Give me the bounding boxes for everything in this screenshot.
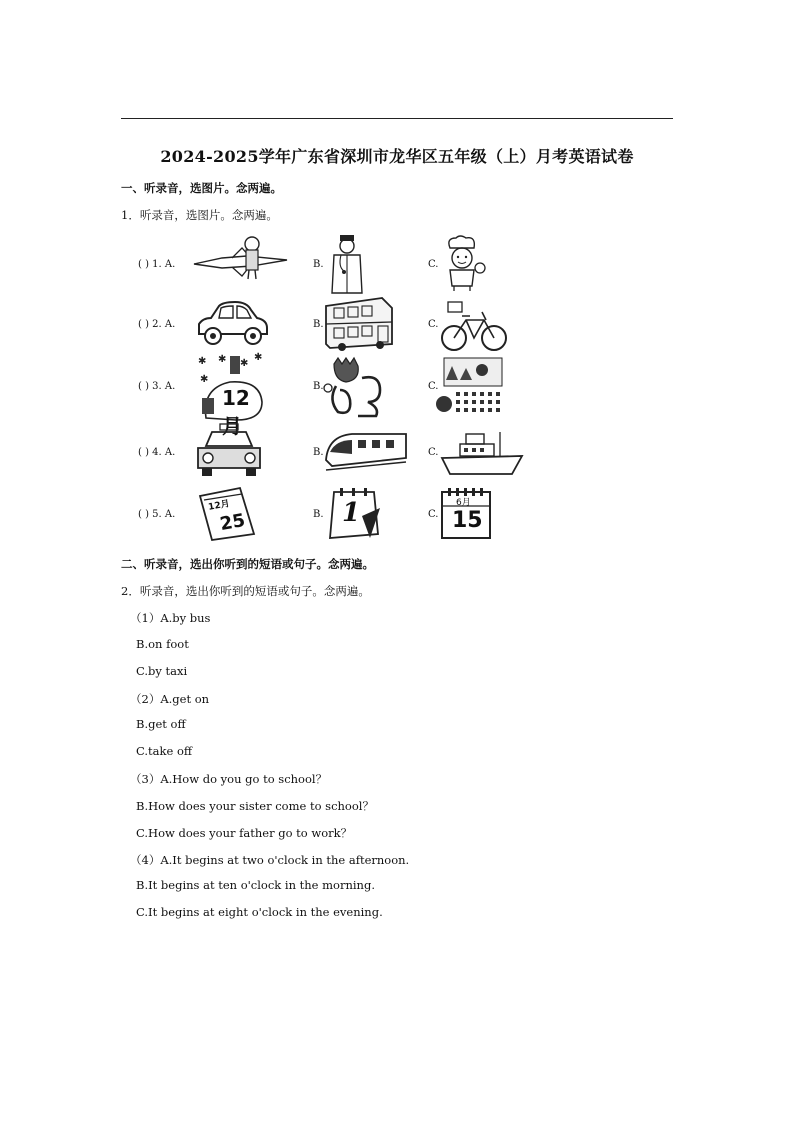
row5-label: ( ) 5. A. [138, 509, 176, 520]
header-rule [121, 118, 673, 119]
row3-label: ( ) 3. A. [138, 381, 176, 392]
row4-b-label: B. [313, 447, 324, 458]
page-title: 2024-2025学年广东省深圳市龙华区五年级（上）月考英语试卷 [160, 147, 634, 166]
row1-c-label: C. [428, 259, 439, 270]
row5-c-label: C. [428, 509, 439, 520]
calendar-c-day: 15 [452, 508, 483, 533]
q2-1-option-a: （1）A.by bus [130, 611, 211, 625]
row3-c-label: C. [428, 381, 439, 392]
train-image [322, 430, 410, 474]
q2-2-option-c: C.take off [136, 744, 193, 758]
q2-4-option-a: （4）A.It begins at two o'clock in the afternoon. [130, 853, 410, 867]
row3-b-label: B. [313, 381, 324, 392]
row4-label: ( ) 4. A. [138, 447, 176, 458]
calendar-c-month: 6月 [456, 498, 471, 508]
row4-c-label: C. [428, 447, 439, 458]
q2-3-option-b: B.How does your sister come to school？ [136, 799, 374, 813]
calendar-a-day: 25 [218, 509, 247, 536]
q2-3-option-c: C.How does your father go to work？ [136, 826, 353, 840]
car-image [195, 298, 271, 348]
calendar-1-image [326, 486, 382, 542]
calendar-a-month: 12月 [207, 499, 231, 513]
pilot-with-jet-image [192, 234, 292, 280]
calendar-scene-image [436, 356, 506, 422]
monkey-balloons-image [318, 356, 390, 418]
doctor-image [326, 233, 368, 295]
q2-2-option-b: B.get off [136, 717, 186, 731]
row5-b-label: B. [313, 509, 324, 520]
bicycle-image [440, 298, 510, 354]
december-label: 12月 [222, 386, 250, 438]
question2-text: 2．听录音，选出你听到的短语或句子。念两遍。 [121, 584, 370, 598]
december-snow-image [196, 352, 266, 438]
q2-4-option-c: C.It begins at eight o'clock in the evening. [136, 905, 383, 919]
row2-label: ( ) 2. A. [138, 319, 176, 330]
svg-text:✱: ✱ [198, 356, 207, 367]
calendar-b-day: 1 [342, 498, 361, 528]
row1-label: ( ) 1. A. [138, 259, 176, 270]
svg-text:✱: ✱ [218, 354, 227, 365]
q2-4-option-b: B.It begins at ten o'clock in the morning. [136, 878, 375, 892]
question1-text: 1．听录音，选图片。念两遍。 [121, 208, 278, 222]
ship-image [440, 428, 524, 476]
section1-heading: 一、听录音，选图片。念两遍。 [121, 181, 282, 195]
section2-heading: 二、听录音，选出你听到的短语或句子。念两遍。 [121, 557, 374, 571]
row2-c-label: C. [428, 319, 439, 330]
q2-1-option-c: C.by taxi [136, 664, 188, 678]
taxi-image [194, 422, 264, 480]
q2-3-option-a: （3）A.How do you go to school？ [130, 772, 328, 786]
row2-b-label: B. [313, 319, 324, 330]
row1-b-label: B. [313, 259, 324, 270]
svg-text:✱: ✱ [240, 358, 249, 369]
calendar-6-15-image [440, 486, 492, 542]
svg-text:✱: ✱ [254, 352, 263, 363]
q2-2-option-a: （2）A.get on [130, 692, 210, 706]
calendar-12-25-image [196, 486, 260, 542]
double-decker-bus-image [322, 296, 394, 352]
svg-text:✱: ✱ [200, 374, 209, 385]
q2-1-option-b: B.on foot [136, 637, 189, 651]
chef-image [440, 234, 488, 292]
